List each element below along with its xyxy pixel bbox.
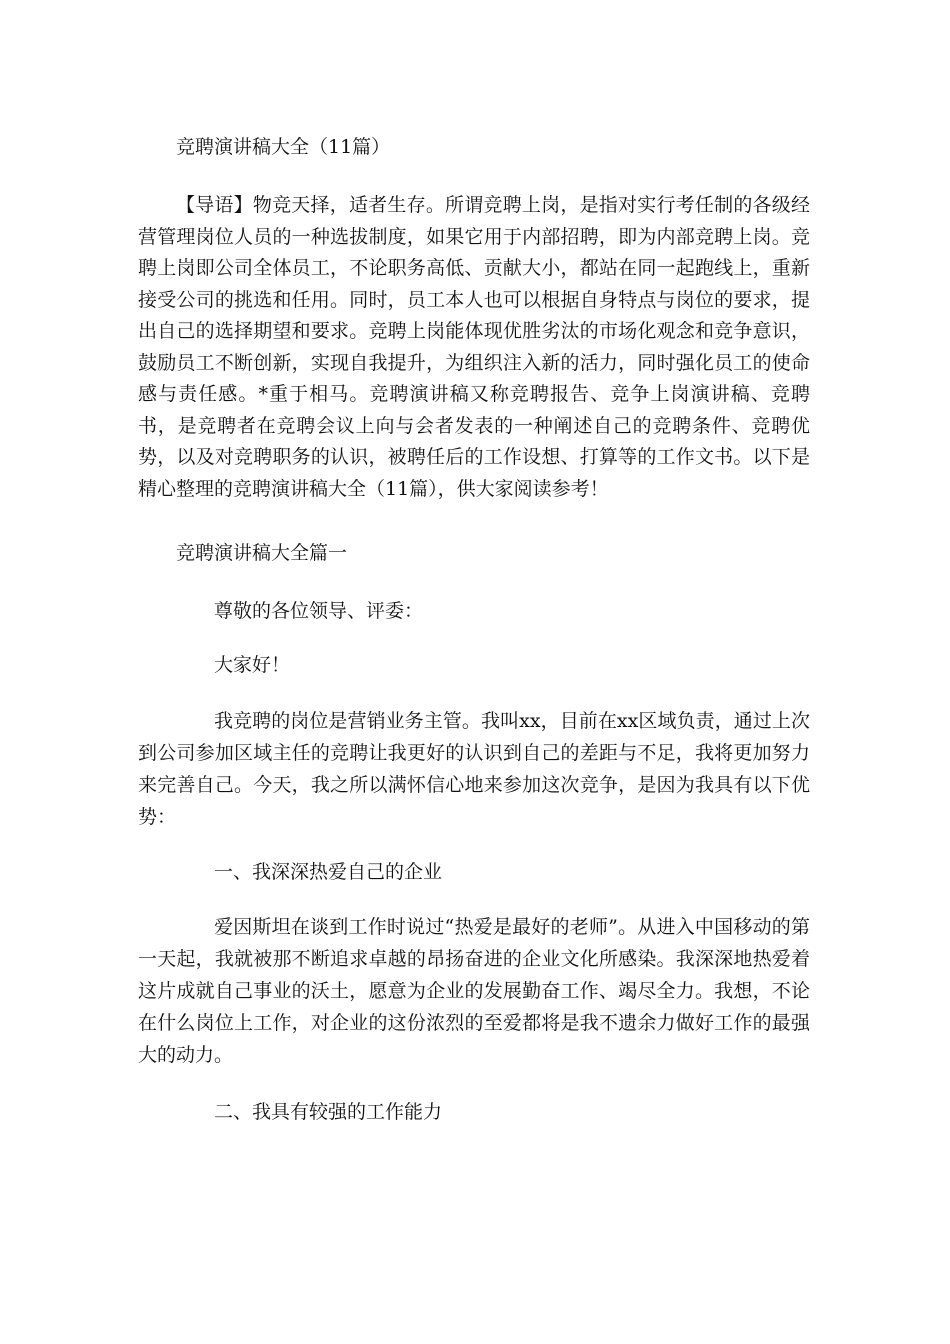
paragraph-einstein: 爱因斯坦在谈到工作时说过“热爱是最好的老师”。从进入中国移动的第一天起，我就被那不断追求卓越的昂扬奋进的企业文化所感染。我深深地热爱着这片成就自己事业的沃土，愿意为企业的发展勤奋工作、竭尽全力。我想，不论在什么岗位上工作，对企业的这份浓烈的至爱都将是我不遗余力做好工作的最强大的动力。 xyxy=(138,916,810,1066)
intro-paragraph: 【导语】物竞天择，适者生存。所谓竞聘上岗，是指对实行考任制的各级经营管理岗位人员的一种选拔制度，如果它用于内部招聘，即为内部竞聘上岗。竞聘上岗即公司全体员工，不论职务高低、贡献大小，都站在同一起跑线上，重新接受公司的挑选和任用。同时，员工本人也可以根据自身特点与岗位的要求，提出自己的选择期望和要求。竞聘上岗能体现优胜劣汰的市场化观念和竞争意识，鼓励员工不断创新，实现自我提升，为组织注入新的活力，同时强化员工的使命感与责任感。*重于相马。竞聘演讲稿又称竞聘报告、竞争上岗演讲稿、竞聘书，是竞聘者在竞聘会议上向与会者发表的一种阐述自己的竞聘条件、竞聘优势，以及对竞聘职务的认识，被聘任后的工作设想、打算等的工作文书。以下是精心整理的竞聘演讲稿大全（11篇），供大家阅读参考！ xyxy=(138,194,810,500)
heading-love-enterprise: 一、我深深热爱自己的企业 xyxy=(214,861,443,883)
paragraph-position: 我竞聘的岗位是营销业务主管。我叫xx，目前在xx区域负责，通过上次到公司参加区域主任的竞聘让我更好的认识到自己的差距与不足，我将更加努力来完善自己。今天，我之所以满怀信心地来参加这次竞争，是因为我具有以下优势： xyxy=(138,710,810,828)
salutation: 尊敬的各位领导、评委： xyxy=(214,600,424,622)
heading-work-ability: 二、我具有较强的工作能力 xyxy=(214,1101,443,1123)
document-title: 竞聘演讲稿大全（11篇） xyxy=(176,136,391,158)
section-title: 竞聘演讲稿大全篇一 xyxy=(176,542,348,564)
greeting: 大家好！ xyxy=(214,654,291,676)
